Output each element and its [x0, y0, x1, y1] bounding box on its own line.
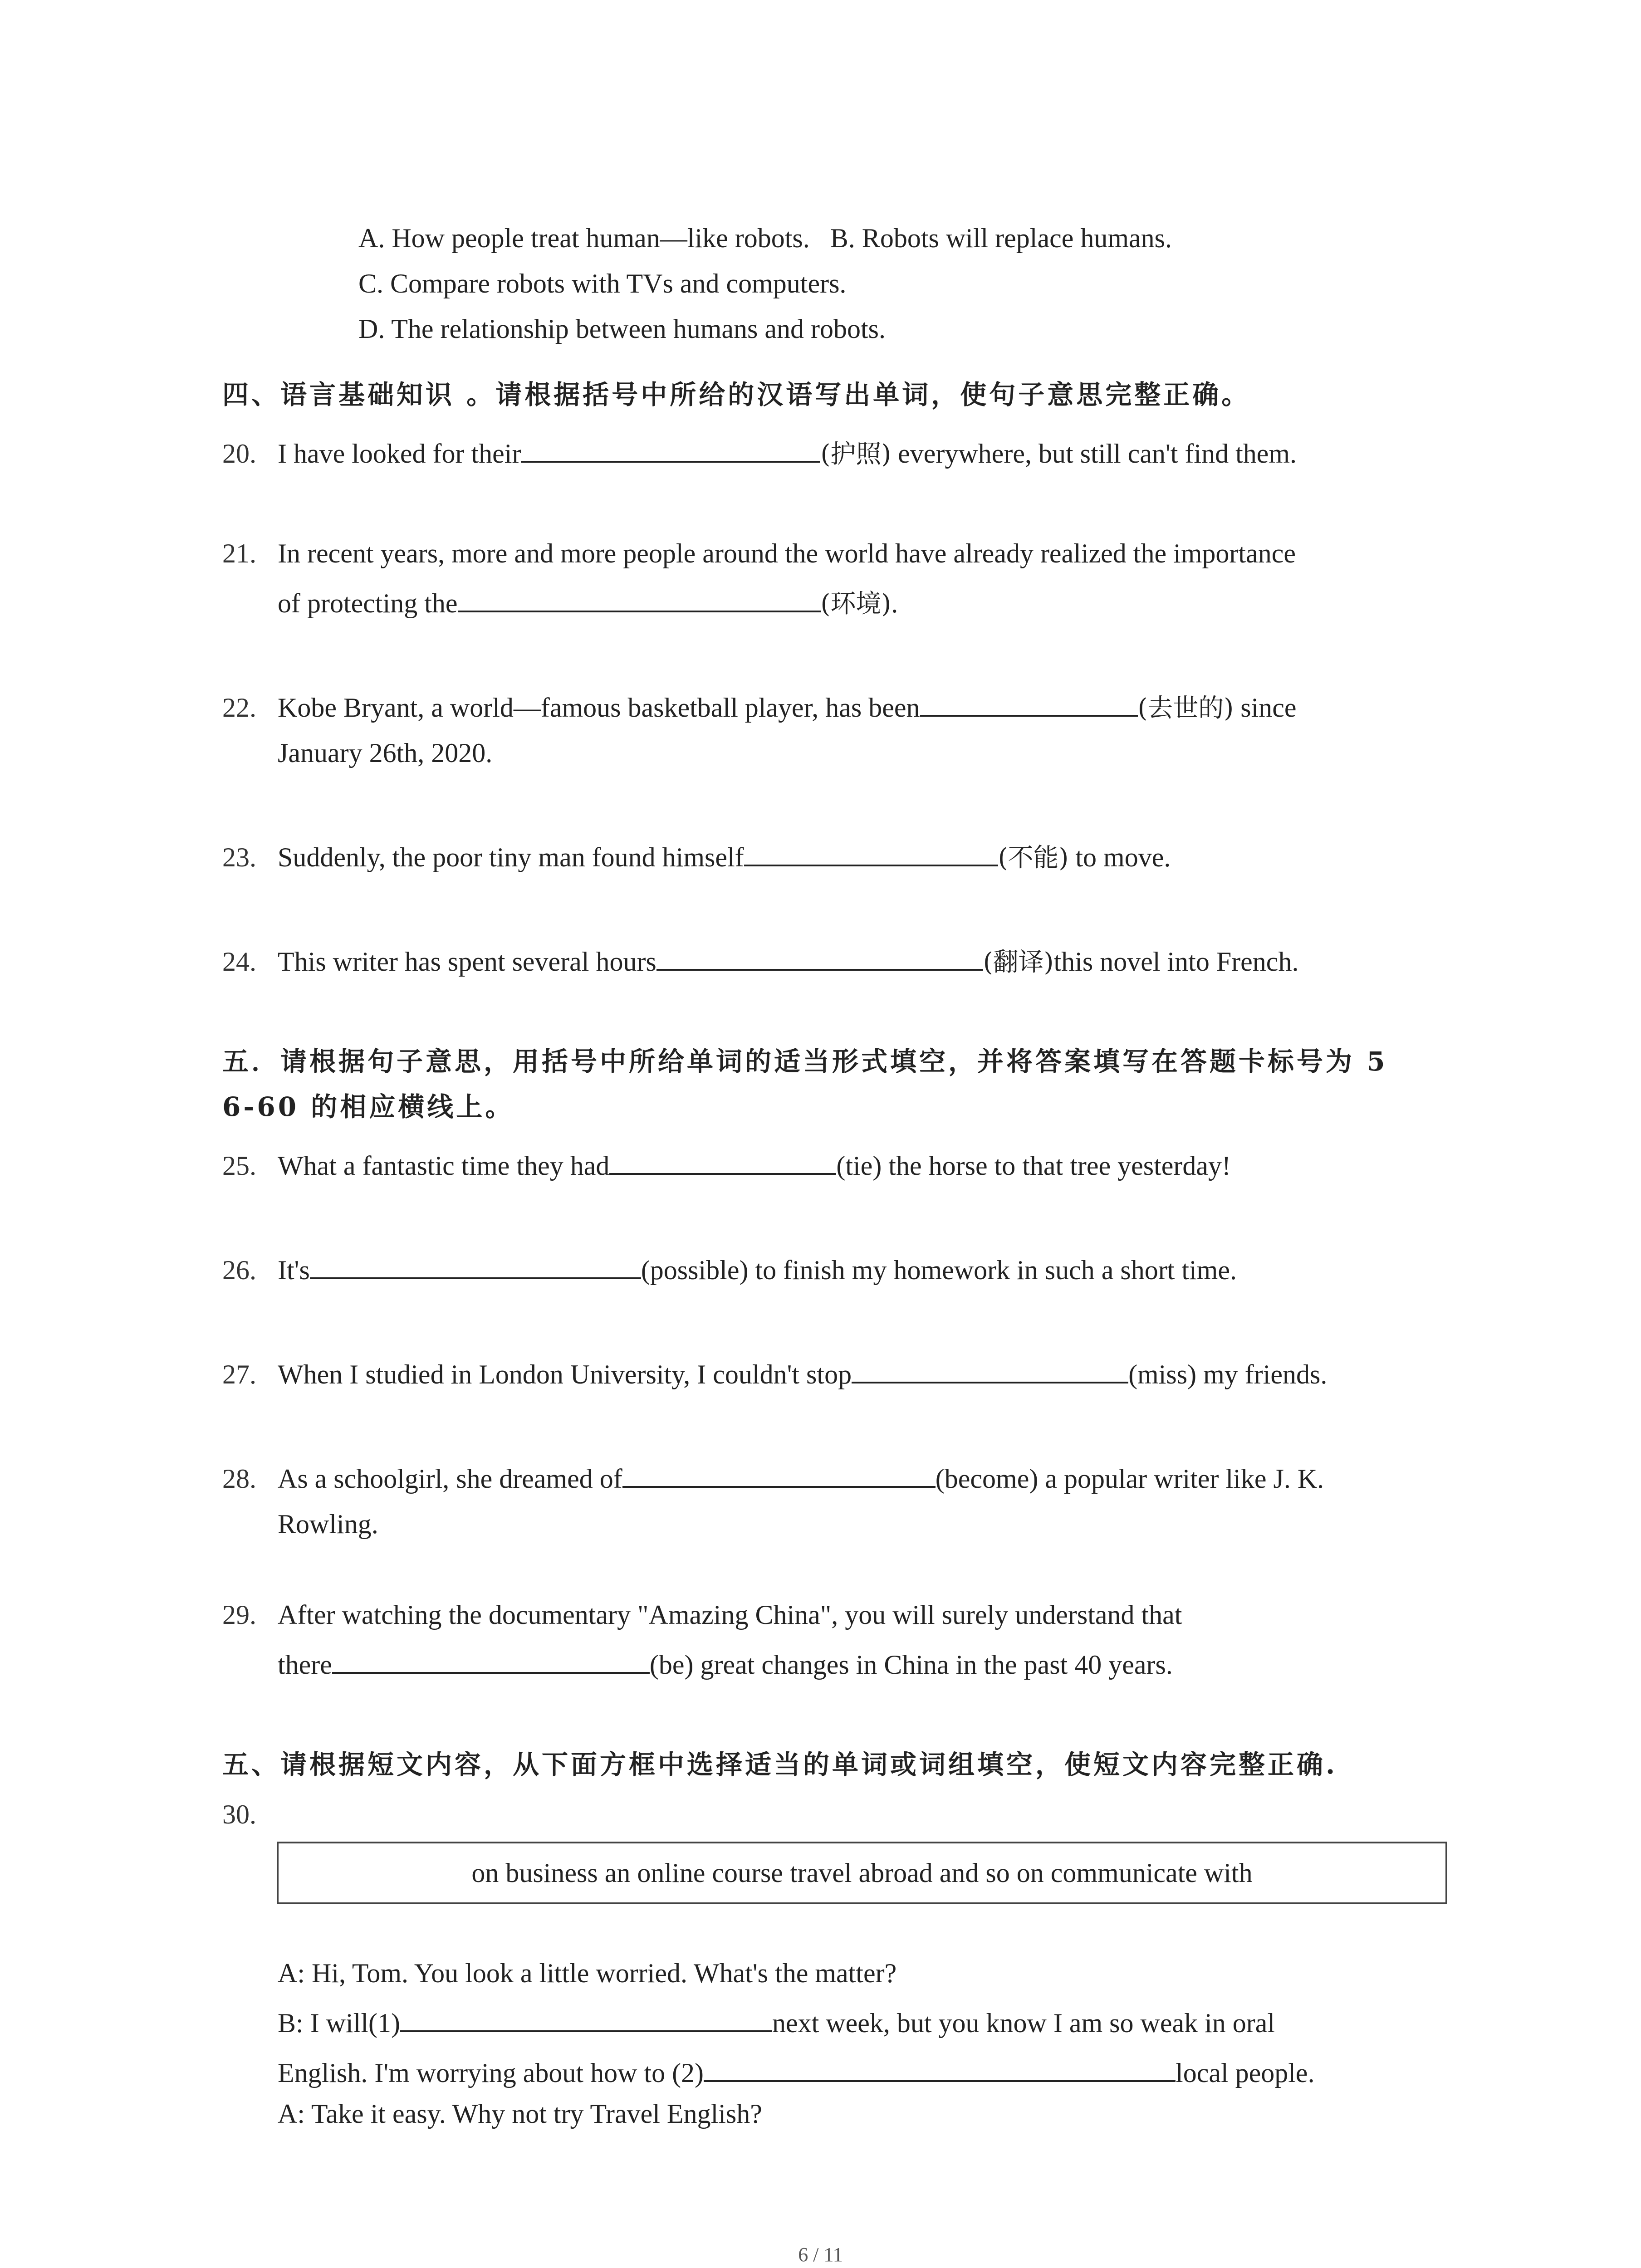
dialogue-text: next week, but you know I am so weak in oral: [772, 2008, 1275, 2038]
dialogue-a1: A: Hi, Tom. You look a little worried. What's the matter?: [278, 1958, 897, 1988]
section5a-heading-line2: 6-60 的相应横线上。: [222, 1091, 514, 1122]
dialogue-a2: A: Take it easy. Why not try Travel English?: [278, 2099, 762, 2129]
dialogue-b2: [278, 2055, 1315, 2091]
answer-blank[interactable]: [744, 839, 998, 866]
question-number: 25.: [222, 1151, 256, 1181]
question-27: [278, 1356, 1327, 1393]
question-28-line1: [278, 1461, 1324, 1497]
question-number: 22.: [222, 693, 256, 723]
question-text: (possible) to finish my homework in such a short time.: [641, 1255, 1237, 1285]
question-text: Suddenly, the poor tiny man found himself: [278, 842, 744, 872]
answer-blank[interactable]: [458, 585, 821, 612]
question-text: of protecting the: [278, 588, 458, 618]
dialogue-b1: [278, 2005, 1275, 2041]
question-25: [278, 1148, 1231, 1184]
question-text: (tie) the horse to that tree yesterday!: [836, 1151, 1231, 1181]
question-number: 30.: [222, 1799, 256, 1829]
question-number: 24.: [222, 947, 256, 977]
question-text: everywhere, but still can't find them.: [891, 439, 1297, 469]
question-text: This writer has spent several hours: [278, 947, 656, 977]
question-22-line1: [278, 689, 1297, 727]
option-c: C. Compare robots with TVs and computers.: [358, 269, 847, 298]
question-number: 20.: [222, 439, 256, 469]
hint-text: (去世的): [1137, 694, 1234, 723]
question-text: As a schoolgirl, she dreamed of: [278, 1464, 622, 1494]
question-text: (miss) my friends.: [1128, 1359, 1327, 1389]
question-number: 23.: [222, 842, 256, 872]
question-text: Kobe Bryant, a world—famous basketball player, has been: [278, 693, 920, 723]
hint-text: (不能): [998, 843, 1069, 873]
question-26: [278, 1252, 1237, 1288]
question-21-line1: In recent years, more and more people around the world have already realized the importance: [278, 538, 1296, 568]
answer-blank[interactable]: [310, 1252, 641, 1279]
option-row-ab: [358, 220, 1172, 256]
question-text: When I studied in London University, I couldn't stop: [278, 1359, 852, 1389]
question-text: to move.: [1068, 842, 1171, 872]
question-28-line2: Rowling.: [278, 1509, 378, 1539]
option-b: B. Robots will replace humans.: [830, 223, 1172, 253]
question-21-line2: [278, 585, 898, 622]
answer-blank[interactable]: [852, 1356, 1128, 1383]
hint-text: (护照): [820, 440, 892, 469]
section5b-heading: 五、请根据短文内容，从下面方框中选择适当的单词或词组填空，使短文内容完整正确.: [222, 1749, 1338, 1780]
word-box: on business an online course travel abroad and so on communicate with: [277, 1842, 1447, 1904]
answer-blank[interactable]: [332, 1647, 650, 1674]
dialogue-text: local people.: [1176, 2058, 1315, 2088]
question-text: since: [1234, 693, 1297, 723]
dialogue-text: B: I will(1): [278, 2008, 400, 2038]
question-29-line1: After watching the documentary "Amazing China", you will surely understand that: [278, 1600, 1182, 1630]
answer-blank[interactable]: [521, 435, 820, 463]
answer-blank[interactable]: [656, 943, 983, 971]
hint-text: (翻译): [983, 948, 1054, 977]
question-text: there: [278, 1650, 332, 1680]
dialogue-text: English. I'm worrying about how to (2): [278, 2058, 704, 2088]
question-text: (become) a popular writer like J. K.: [935, 1464, 1324, 1494]
question-text: What a fantastic time they had: [278, 1151, 610, 1181]
hint-text: (环境): [820, 589, 892, 619]
answer-blank[interactable]: [400, 2005, 772, 2032]
option-a: A. How people treat human—like robots.: [358, 223, 810, 253]
question-23: [278, 839, 1171, 876]
question-number: 27.: [222, 1359, 256, 1389]
question-number: 28.: [222, 1464, 256, 1494]
question-number: 21.: [222, 538, 256, 568]
section4-heading: 四、语言基础知识 。请根据括号中所给的汉语写出单词，使句子意思完整正确。: [222, 379, 1251, 410]
question-22-line2: January 26th, 2020.: [278, 738, 493, 768]
option-d: D. The relationship between humans and robots.: [358, 314, 886, 344]
answer-blank[interactable]: [920, 689, 1138, 717]
section5a-heading-line1: 五．请根据句子意思，用括号中所给单词的适当形式填空，并将答案填写在答题卡标号为 5: [222, 1046, 1388, 1077]
answer-blank[interactable]: [609, 1148, 836, 1175]
question-text: It's: [278, 1255, 310, 1285]
question-text: .: [891, 588, 898, 618]
answer-blank[interactable]: [704, 2055, 1176, 2082]
question-text: I have looked for their: [278, 439, 521, 469]
question-number: 29.: [222, 1600, 256, 1630]
question-text: this novel into French.: [1053, 947, 1299, 977]
answer-blank[interactable]: [622, 1461, 936, 1488]
question-text: (be) great changes in China in the past 40 years.: [649, 1650, 1173, 1680]
question-number: 26.: [222, 1255, 256, 1285]
question-24: [278, 943, 1298, 981]
page-number: 6 / 11: [798, 2244, 843, 2266]
question-20: [278, 435, 1297, 473]
question-29-line2: [278, 1647, 1173, 1683]
